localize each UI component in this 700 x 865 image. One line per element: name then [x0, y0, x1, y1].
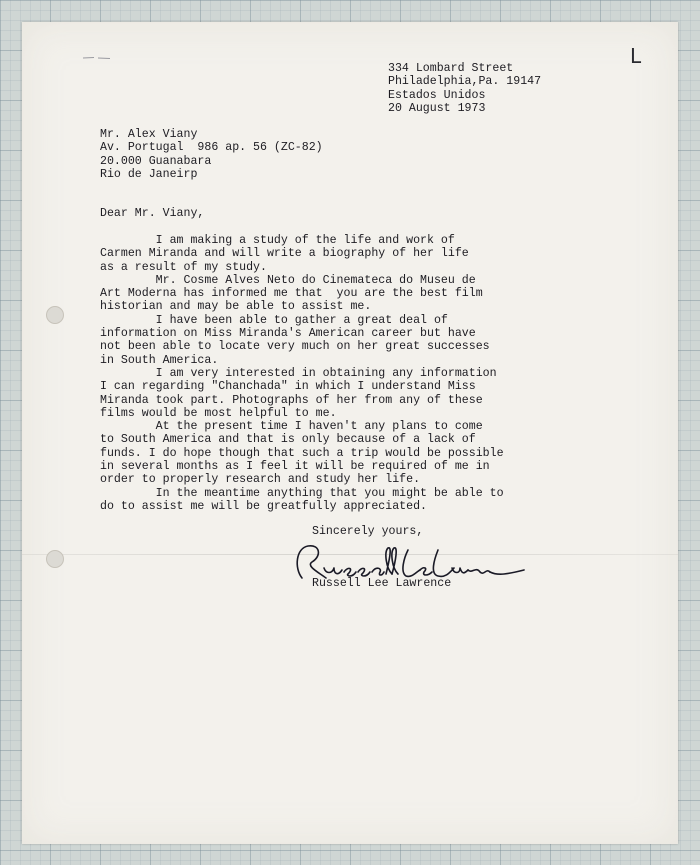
body-line: I can regarding "Chanchada" in which I understand Miss [100, 380, 476, 394]
recipient-name: Mr. Alex Viany [100, 128, 198, 141]
typed-signature-name: Russell Lee Lawrence [312, 577, 452, 590]
sender-address [388, 62, 541, 115]
body-line: Art Moderna has informed me that you are the best film [100, 287, 483, 301]
body-line: I am making a study of the life and work of [100, 234, 455, 247]
body-line: order to properly research and study her life. [100, 473, 421, 487]
letter-body [100, 234, 504, 513]
corner-handwritten-mark: L [630, 44, 642, 68]
body-line: not been able to locate very much on her great successes [100, 340, 490, 354]
body-line: historian and may be able to assist me. [100, 300, 372, 314]
body-line: In the meantime anything that you might be able to [100, 486, 504, 500]
body-line: in South America. [100, 353, 219, 367]
sender-city: Philadelphia,Pa. 19147 [388, 75, 542, 89]
body-line: information on Miss Miranda's American career but have [100, 327, 476, 341]
recipient-address-line3: Rio de Janeirp [100, 167, 198, 181]
body-line: Mr. Cosme Alves Neto do Cinemateca do Museu de [100, 273, 476, 287]
punch-hole-top [46, 306, 64, 324]
salutation: Dear Mr. Viany, [100, 207, 205, 220]
body-line: Miranda took part. Photographs of her from any of these [100, 393, 483, 407]
body-line: do to assist me will be greatfully appreciated. [100, 499, 427, 513]
body-line: I am very interested in obtaining any information [100, 366, 497, 380]
recipient-address [100, 128, 323, 181]
body-line: funds. I do hope though that such a trip would be possible [100, 446, 504, 460]
recipient-address-line1: Av. Portugal 986 ap. 56 (ZC-82) [100, 141, 323, 155]
closing: Sincerely yours, [312, 525, 424, 538]
sender-street: 334 Lombard Street [388, 62, 514, 75]
body-line: At the present time I haven't any plans to come [100, 420, 483, 434]
body-line: as a result of my study. [100, 260, 267, 274]
body-line: I have been able to gather a great deal of [100, 313, 448, 327]
body-line: Carmen Miranda and will write a biography of her life [100, 247, 469, 261]
punch-hole-bottom [46, 550, 64, 568]
sender-country: Estados Unidos [388, 88, 486, 102]
recipient-address-line2: 20.000 Guanabara [100, 154, 212, 168]
body-line: films would be most helpful to me. [100, 406, 337, 420]
body-line: in several months as I feel it will be required of me in [100, 460, 490, 474]
letter-page [22, 22, 678, 844]
body-line: to South America and that is only because of a lack of [100, 433, 476, 447]
letter-date: 20 August 1973 [388, 101, 486, 115]
ink-mark-decoration [82, 56, 112, 60]
